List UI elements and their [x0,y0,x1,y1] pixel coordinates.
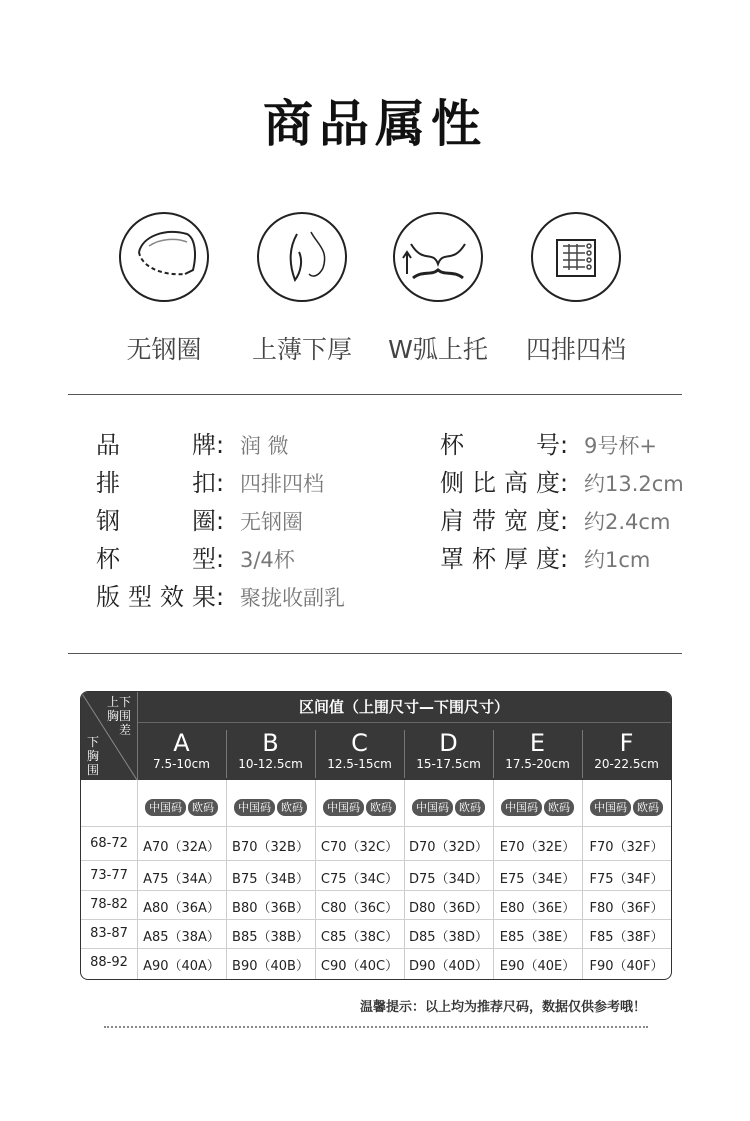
cup-letter: F [619,729,634,757]
corner-label: 胸 [87,749,100,763]
underbust-cell: 83-87 [90,926,128,941]
attr-value: 9号杯+ [584,434,657,458]
badge-cn: 中国码 [590,799,631,816]
page-title: 商品属性 [263,95,487,153]
cup-column-d [404,730,493,772]
cup-range: 12.5-15cm [327,757,392,771]
cup-column-e [493,730,582,772]
attr-cup-thickness: 罩杯厚度: 约1cm [440,539,650,574]
feature-four-row [506,212,646,366]
attr-cup-type: 杯型: 3/4杯 [96,539,295,574]
badge-group [315,796,404,816]
size-cell: E80（36E） [499,901,576,916]
size-cell: F80（36F） [589,901,664,916]
underbust-cell: 73-77 [90,868,128,883]
size-cell: E70（32E） [499,840,576,855]
size-cell: B90（40B） [232,959,309,974]
badge-eu: 欧码 [455,799,485,816]
size-cell: C75（34C） [320,872,399,887]
badge-cn: 中国码 [501,799,542,816]
badge-group [226,796,315,816]
corner-label: 上下 [107,695,132,709]
size-cell: F70（32F） [589,840,664,855]
size-cell: F75（34F） [589,872,664,887]
cup-range: 15-17.5cm [416,757,481,771]
feature-label: W弧上托 [388,335,488,364]
divider [68,653,682,654]
feature-label: 无钢圈 [126,335,202,364]
size-cell: D85（38D） [408,930,489,945]
attr-key: 杯型 [96,545,216,573]
feature-no-wire [94,212,234,366]
corner-label: 胸围 [107,709,132,723]
attr-key: 版型效果 [96,583,216,611]
cup-range: 7.5-10cm [153,757,210,771]
cup-range: 17.5-20cm [505,757,570,771]
size-cell: C85（38C） [320,930,399,945]
cup-letter: A [173,729,190,757]
attr-value: 约2.4cm [584,510,671,534]
size-cell: F90（40F） [589,959,664,974]
attr-key: 品牌 [96,431,216,459]
attr-key: 杯号 [440,431,560,459]
size-cell: B80（36B） [232,901,309,916]
badge-group [137,796,226,816]
size-cell: D70（32D） [408,840,489,855]
attr-value: 润 微 [240,434,289,458]
thin-top-thick-bottom-icon [257,212,347,302]
corner-label: 下 [87,735,100,749]
badge-cn: 中国码 [234,799,275,816]
badge-eu: 欧码 [544,799,574,816]
table-corner [81,692,137,780]
size-cell: B75（34B） [232,872,309,887]
size-cell: D75（34D） [408,872,489,887]
table-header-title: 区间值（上围尺寸—下围尺寸） [298,698,509,716]
size-cell: E85（38E） [499,930,576,945]
size-cell: C70（32C） [320,840,399,855]
size-cell: B70（32B） [232,840,309,855]
attr-value: 无钢圈 [240,510,303,534]
cup-range: 20-22.5cm [594,757,659,771]
corner-label: 差 [119,723,132,737]
attr-strap-width: 肩带宽度: 约2.4cm [440,501,670,536]
no-wire-bra-cup-icon [119,212,209,302]
size-cell: A80（36A） [143,901,220,916]
badge-group [582,796,671,816]
feature-w-arc [368,212,508,366]
cup-column-a [137,730,226,772]
size-cell: A85（38A） [143,930,220,945]
cup-column-b [226,730,315,772]
cup-letter: C [351,729,368,757]
badge-group [404,796,493,816]
attr-cup-size: 杯号: 9号杯+ [440,425,657,460]
size-cell: D80（36D） [408,901,489,916]
attr-key: 钢圈 [96,507,216,535]
badge-cn: 中国码 [145,799,186,816]
underbust-cell: 78-82 [90,897,128,912]
attr-value: 四排四档 [240,472,324,496]
attr-brand: 品牌: 润 微 [96,425,289,460]
badge-eu: 欧码 [366,799,396,816]
cup-letter: B [262,729,279,757]
size-table [80,691,672,980]
underbust-cell: 88-92 [90,955,128,970]
badge-eu: 欧码 [633,799,663,816]
table-header [81,692,671,780]
attr-key: 侧比高度 [440,469,560,497]
size-cell: E75（34E） [499,872,576,887]
attr-key: 罩杯厚度 [440,545,560,573]
attr-side-height: 侧比高度: 约13.2cm [440,463,684,498]
badge-cn: 中国码 [412,799,453,816]
attr-key: 肩带宽度 [440,507,560,535]
size-cell: F85（38F） [589,930,664,945]
size-cell: C90（40C） [320,959,399,974]
attr-value: 3/4杯 [240,548,295,572]
attr-hooks: 排扣: 四排四档 [96,463,324,498]
attr-value: 聚拢收副乳 [240,586,345,610]
badge-cn: 中国码 [323,799,364,816]
divider [68,394,682,395]
size-cell: A90（40A） [143,959,220,974]
size-cell: A70（32A） [143,840,220,855]
size-cell: B85（38B） [232,930,309,945]
size-note: 温馨提示：以上均为推荐尺码，数据仅供参考哦！ [360,1000,647,1015]
four-row-hook-icon [531,212,621,302]
cup-letter: D [439,729,458,757]
size-cell: D90（40D） [408,959,489,974]
attr-key: 排扣 [96,469,216,497]
dotted-divider [104,1026,648,1028]
cup-letter: E [529,729,546,757]
badge-eu: 欧码 [277,799,307,816]
badge-eu: 欧码 [188,799,218,816]
attr-value: 约1cm [584,548,651,572]
feature-thin-top [232,212,372,366]
cup-column-c [315,730,404,772]
attr-wire: 钢圈: 无钢圈 [96,501,303,536]
size-cell: A75（34A） [143,872,220,887]
cup-range: 10-12.5cm [238,757,303,771]
size-cell: C80（36C） [320,901,399,916]
feature-label: 四排四档 [525,335,626,364]
attr-value: 约13.2cm [584,472,684,496]
attr-effect: 版型效果: 聚拢收副乳 [96,577,345,612]
w-arc-lift-icon [393,212,483,302]
feature-label: 上薄下厚 [251,335,352,364]
badge-group [493,796,582,816]
cup-column-f [582,730,671,772]
corner-label: 围 [87,763,100,777]
size-cell: E90（40E） [499,959,576,974]
underbust-cell: 68-72 [90,836,128,851]
